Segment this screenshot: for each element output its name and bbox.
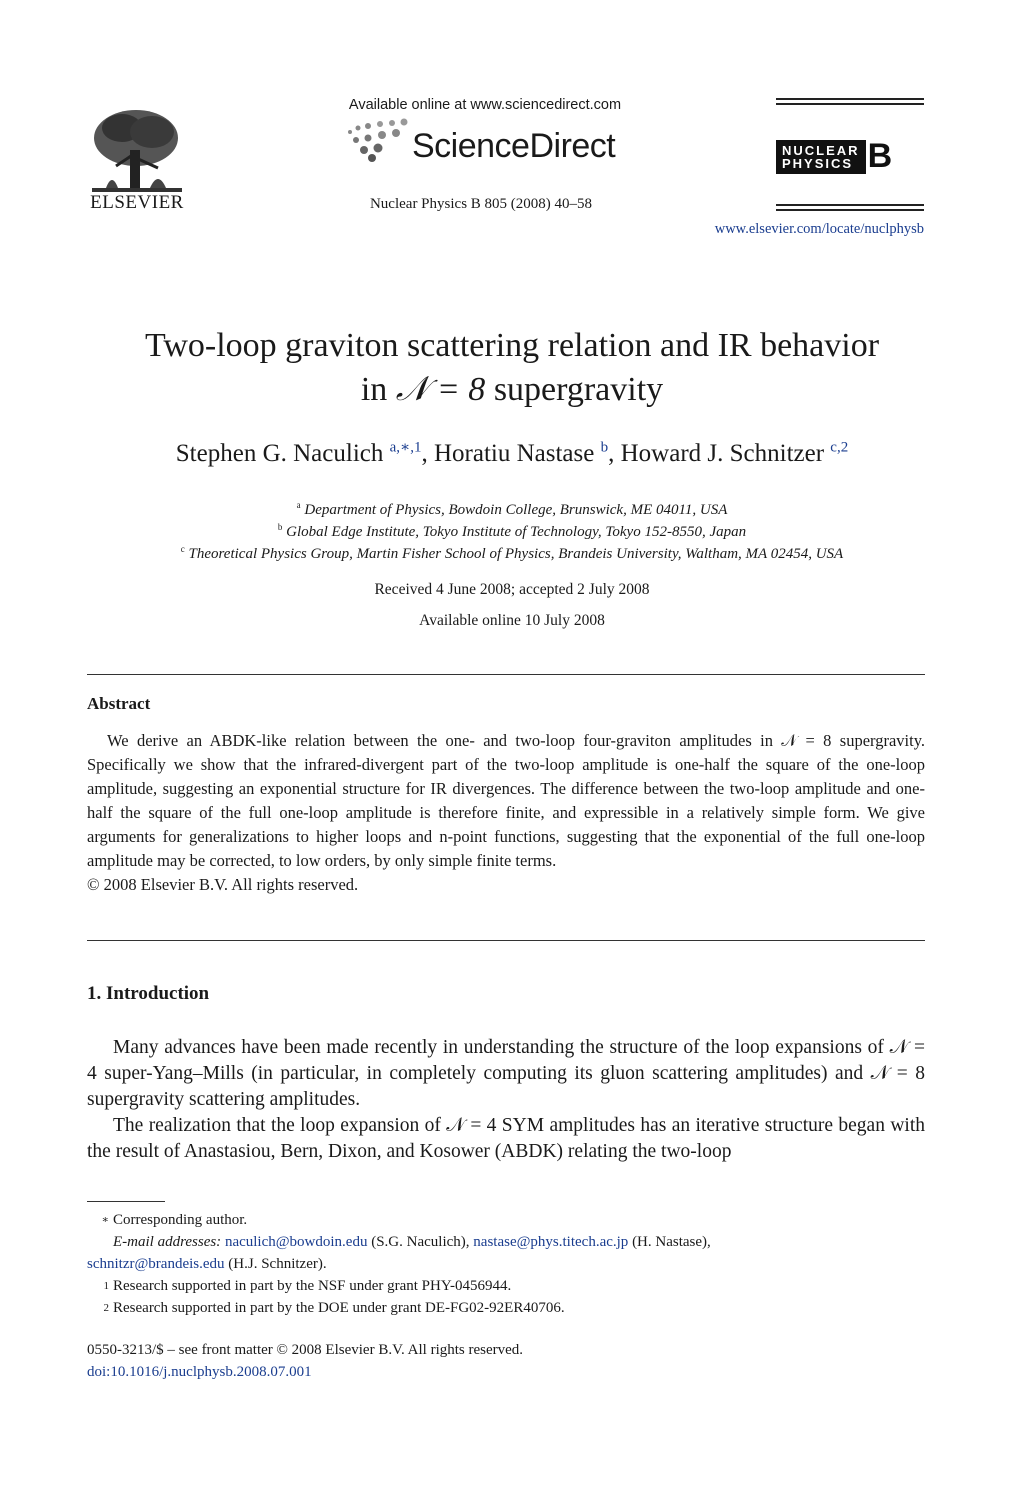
- affiliation-mark: a: [296, 500, 301, 510]
- nuclear-physics-b-logo: [776, 137, 892, 176]
- affiliation-mark: b: [277, 522, 283, 532]
- header-rule-bottom: [776, 204, 924, 206]
- title-math: 𝒩 = 8: [395, 371, 486, 408]
- footnote-rule: [87, 1201, 165, 1202]
- abstract: [87, 729, 925, 897]
- author-name: Horatiu Nastase: [433, 440, 595, 467]
- abstract-rule-bottom: [87, 940, 925, 941]
- online-date: Available online 10 July 2008: [419, 612, 605, 629]
- affiliation-c: [60, 543, 964, 565]
- footnote-mark: 1: [103, 1280, 109, 1292]
- affiliation-text: Theoretical Physics Group, Martin Fisher School of Physics, Brandeis University, Waltham, MA 02454, USA: [188, 546, 844, 562]
- title-line-2: [60, 368, 964, 412]
- footnote-1: [87, 1275, 925, 1297]
- abstract-heading: Abstract: [87, 694, 151, 713]
- footnote-text: Research supported in part by the NSF under grant PHY-0456944.: [113, 1278, 512, 1294]
- affiliation-b: [60, 521, 964, 543]
- dates: [60, 574, 964, 636]
- title-line-2-post: supergravity: [485, 371, 664, 408]
- abstract-text: We derive an ABDK-like relation between the one- and two-loop four-graviton amplitudes in 𝒩 = 8 supergravity. Specifically we show that the infrared-divergent part of the two-loop amplitude is one-half the square of the one-loop amplitude, suggesting an exponential structure for IR divergences. The difference between the two-loop amplitude and one-half the square of the full one-loop amplitude is therefore finite, and expressible in a relatively simple form. We give arguments for generalizations to higher loops and n-point functions, suggesting that the exponential of the full one-loop amplitude may be corrected, to low orders, by only simple finite terms.: [87, 731, 925, 870]
- sciencedirect-dots-icon: [342, 118, 418, 164]
- header-rule-bottom-2: [776, 209, 924, 211]
- email-link[interactable]: naculich@bowdoin.edu: [224, 1234, 368, 1250]
- received-date: Received 4 June 2008; accepted 2 July 2008: [374, 581, 650, 598]
- doi-link[interactable]: doi:10.1016/j.nuclphysb.2008.07.001: [87, 1364, 312, 1380]
- footnote-text: Corresponding author.: [113, 1212, 248, 1228]
- title-line-2-pre: in: [360, 371, 396, 408]
- journal-url-link[interactable]: www.elsevier.com/locate/nuclphysb: [714, 221, 924, 237]
- footnote-mark: 2: [103, 1302, 109, 1314]
- header-rule-top-2: [776, 103, 924, 105]
- introduction-body: [87, 1035, 925, 1165]
- footnote-emails: [87, 1231, 925, 1253]
- footnote-text: Research supported in part by the DOE under grant DE-FG02-92ER40706.: [113, 1300, 565, 1316]
- affiliation-mark: c: [180, 544, 185, 554]
- email-link[interactable]: nastase@phys.titech.ac.jp: [473, 1234, 629, 1250]
- sciencedirect-wordmark: ScienceDirect: [412, 127, 616, 165]
- email-link[interactable]: schnitzr@brandeis.edu: [87, 1256, 225, 1272]
- abstract-copyright: © 2008 Elsevier B.V. All rights reserved.: [87, 875, 359, 894]
- email-label: E-mail addresses:: [113, 1234, 222, 1250]
- author-name: Howard J. Schnitzer: [620, 440, 825, 467]
- paragraph: Many advances have been made recently in understanding the structure of the loop expansions of 𝒩 = 4 super-Yang–Mills (in particular, in completely computing its gluon scattering amplitudes) and 𝒩 = 8 supergravity scattering amplitudes.: [87, 1037, 925, 1110]
- author-mark[interactable]: c,2: [830, 439, 849, 456]
- paragraph: The realization that the loop expansion of 𝒩 = 4 SYM amplitudes has an iterative structure began with the result of Anastasiou, Bern, Dixon, and Kosower (ABDK) relating the two-loop: [87, 1115, 925, 1162]
- affiliation-text: Global Edge Institute, Tokyo Institute of Technology, Tokyo 152-8550, Japan: [286, 524, 747, 540]
- affiliations: [60, 499, 964, 565]
- front-matter-info: [87, 1339, 523, 1383]
- title-line-1: Two-loop graviton scattering relation and IR behavior: [144, 327, 880, 364]
- affiliation-a: [60, 499, 964, 521]
- affiliation-text: Department of Physics, Bowdoin College, Brunswick, ME 04011, USA: [304, 502, 728, 518]
- abstract-rule-top: [87, 674, 925, 675]
- available-online-text: Available online at www.sciencedirect.com: [348, 97, 622, 113]
- footnote-corresponding: [87, 1209, 925, 1231]
- npb-logo-text: NUCLEAR PHYSICS: [782, 142, 860, 171]
- npb-logo-letter: B: [867, 137, 893, 175]
- email-owner: (S.G. Naculich),: [367, 1234, 474, 1250]
- journal-reference: Nuclear Physics B 805 (2008) 40–58: [369, 196, 593, 212]
- footnotes: [87, 1209, 925, 1319]
- email-owner: (H. Nastase),: [628, 1234, 711, 1250]
- author-list: Stephen G. Naculich $^{a,∗,1}$, Horatiu Nastase $^b$, Howard J. Schnitzer $^{c,2}$: [175, 439, 849, 467]
- publisher-name: ELSEVIER: [90, 192, 184, 213]
- header-rule-top: [776, 98, 924, 100]
- email-owner: (H.J. Schnitzer).: [224, 1256, 327, 1272]
- footnote-emails-cont: [87, 1253, 925, 1275]
- author-name: Stephen G. Naculich: [175, 440, 384, 467]
- npb-logo-box: [776, 140, 866, 174]
- paper-title: [60, 324, 964, 412]
- author-mark[interactable]: b: [600, 439, 609, 456]
- footnote-mark: ∗: [101, 1214, 109, 1226]
- section-heading-introduction: 1. Introduction: [87, 983, 210, 1004]
- issn-line: 0550-3213/$ – see front matter © 2008 Elsevier B.V. All rights reserved.: [87, 1342, 524, 1358]
- footnote-2: [87, 1297, 925, 1319]
- author-mark[interactable]: a,∗,1: [389, 439, 422, 456]
